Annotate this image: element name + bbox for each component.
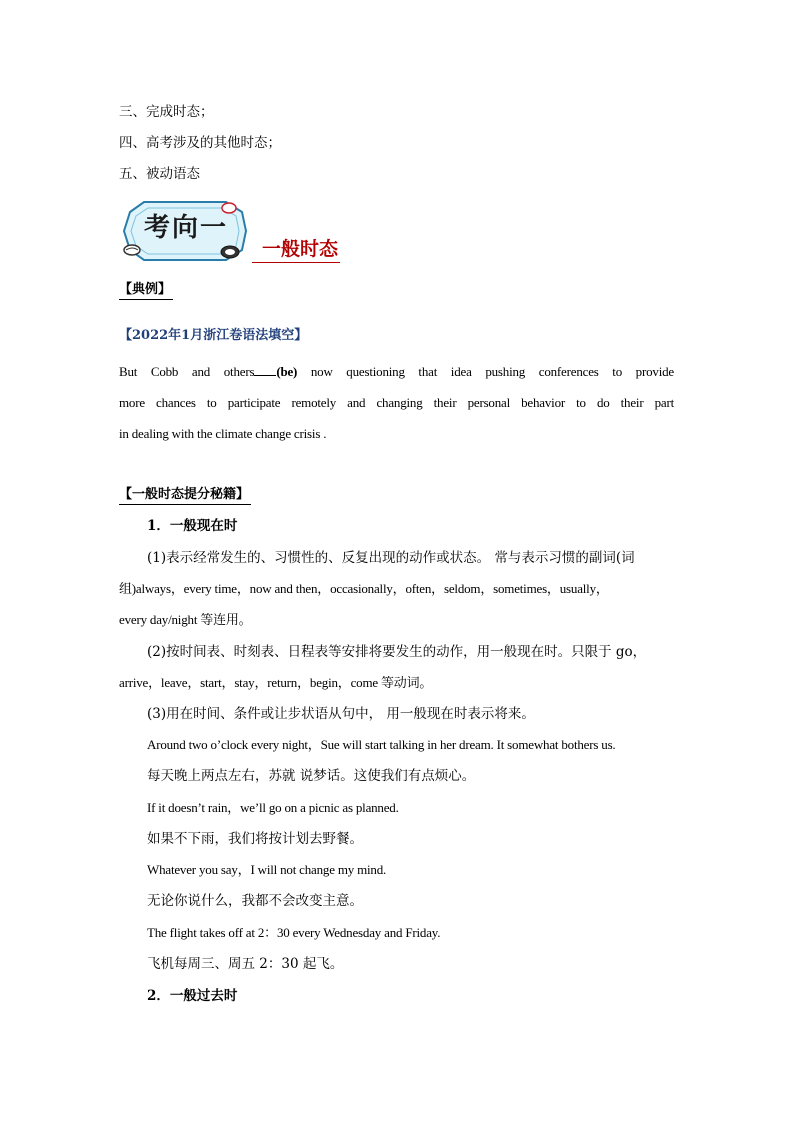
example-1-en: Around two o’clock every night，Sue will start talking in her dream. It somewhat bothers us. xyxy=(147,737,616,752)
section-badge xyxy=(118,198,254,264)
example-line-2: more chances to participate remotely and changing their personal behavior to do their part xyxy=(119,395,674,410)
example-text-pre: But Cobb and others xyxy=(119,364,255,379)
outline-item-4: 四、高考涉及的其他时态； xyxy=(119,135,281,151)
section-title: 一般时态 xyxy=(252,237,340,263)
tips-p1-line3: every day/night 等连用。 xyxy=(119,612,252,627)
outline-item-5: 五、被动语态 xyxy=(119,166,200,182)
example-3-zh: 无论你说什么，我都不会改变主意。 xyxy=(147,893,363,909)
example-1-zh: 每天晚上两点左右，苏就 说梦话。这使我们有点烦心。 xyxy=(147,768,476,784)
example-source: 【2022年1月浙江卷语法填空】 xyxy=(119,328,308,343)
tips-p2-line2: arrive，leave，start，stay，return，begin，come 等动词。 xyxy=(119,675,433,690)
example-4-en: The flight takes off at 2：30 every Wednesday and Friday. xyxy=(147,925,441,940)
tips-p2-line1: (2)按时间表、时刻表、日程表等安排将要发生的动作，用一般现在时。只限于 go， xyxy=(147,644,647,660)
example-2-en: If it doesn’t rain，we’ll go on a picnic as planned. xyxy=(147,800,399,815)
tips-heading-1: 1．一般现在时 xyxy=(147,518,238,534)
example-text-post: now questioning that idea pushing conferences to provide xyxy=(297,364,674,379)
tips-tag: 【一般时态提分秘籍】 xyxy=(119,486,251,505)
example-2-zh: 如果不下雨，我们将按计划去野餐。 xyxy=(147,831,363,847)
answer-blank[interactable] xyxy=(254,363,276,376)
example-hint: (be) xyxy=(276,364,298,379)
example-line-1 xyxy=(119,356,674,387)
tips-p3-line1: (3)用在时间、条件或让步状语从句中， 用一般现在时表示将来。 xyxy=(147,706,535,722)
tips-p1-line1: (1)表示经常发生的、习惯性的、反复出现的动作或状态。 常与表示习惯的副词(词 xyxy=(147,550,635,566)
example-line-3: in dealing with the climate change crisis . xyxy=(119,426,327,441)
tips-heading-2: 2．一般过去时 xyxy=(147,988,238,1004)
badge-text: 考向一 xyxy=(143,213,228,243)
tips-p1-line2: 组)always，every time，now and then，occasionally，often，seldom，sometimes，usually， xyxy=(119,581,609,596)
outline-item-3: 三、完成时态； xyxy=(119,104,214,120)
example-tag: 【典例】 xyxy=(119,281,173,300)
example-3-en: Whatever you say，I will not change my mind. xyxy=(147,862,387,877)
example-4-zh: 飞机每周三、周五 2：30 起飞。 xyxy=(147,956,344,972)
